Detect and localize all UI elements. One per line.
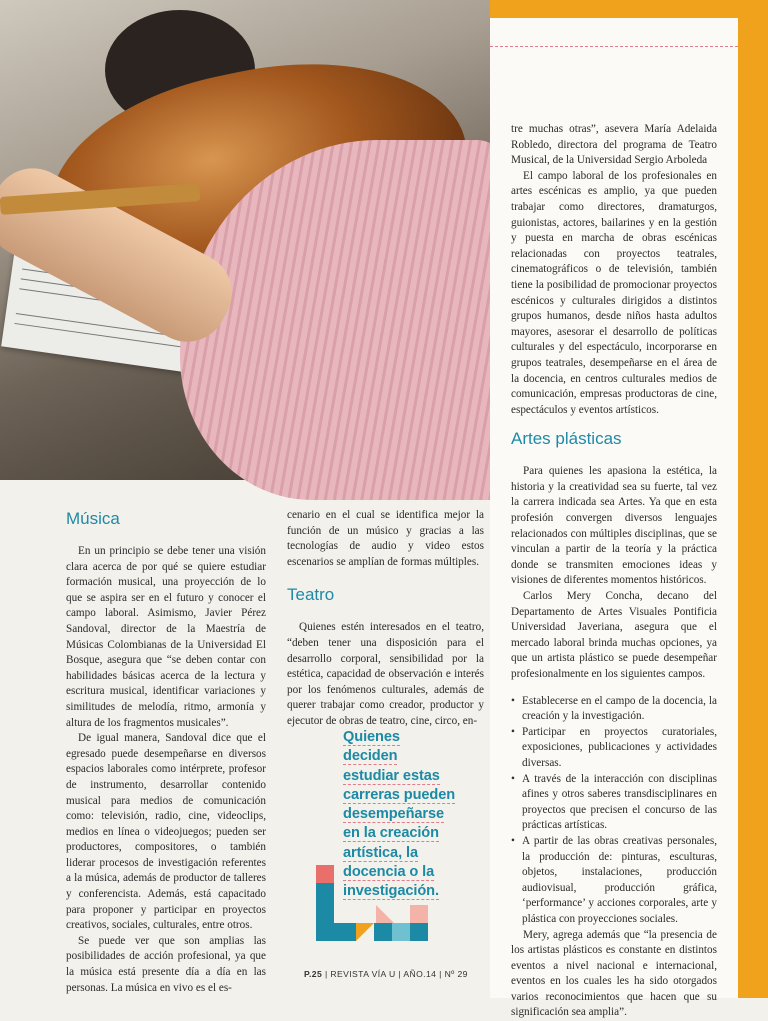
column-3 [511,122,717,1021]
section-heading-artes: Artes plásticas [511,428,717,450]
paragraph: Carlos Mery Concha, decano del Departamento de Artes Visuales Pontificia Universidad Javeriana, asegura que el mercado laboral brinda muchas opciones, ya que un artista plástico se puede desempeñar profesionalmente en los siguientes campos. [511,589,717,683]
paragraph: Quienes estén interesados en el teatro, “deben tener una disposición para el desarrollo corporal, sensibilidad por la estética, capacidad de observación e interés por los fenómenos culturales, además de querer trabajar como creador, productor y ejecutor de obras de teatro, cine, circo, en- [287,620,484,729]
list-item: • A partir de las obras creativas personales, la producción de: pinturas, esculturas, objetos, instalaciones, producción audiovisual, producción gráfica, ‘performance’ y acciones corporales, arte y plástica con proyecciones sociales. [511,834,717,928]
quote-line: desempeñarse [343,806,444,823]
bullet-list [511,694,717,928]
list-item: • A través de la interacción con disciplinas afines y otros saberes transdisciplinares en proyectos que precisen el concurso de las prácticas artísticas. [511,772,717,834]
page-footer: P.25 | REVISTA VÍA U | AÑO.14 | Nº 29 [304,969,468,979]
violin-rehearsal-photo [0,0,490,480]
paragraph: tre muchas otras”, asevera María Adelaida Robledo, directora del programa de Teatro Musical, de la Universidad Sergio Arboleda [511,122,717,169]
dotted-divider [490,46,738,47]
page-number: P.25 [304,969,322,979]
quote-line: estudiar estas [343,768,440,785]
paragraph: Para quienes les apasiona la estética, la historia y la creatividad sea su fuerte, tal vez la carrera indicada sea Artes. Ya que en esta profesión convergen diversos lenguajes relacionados con múltiples disciplinas, que se vinculan a partir de la teoría y la práctica donde se transmiten emociones ideas y visiones de diferentes momentos históricos. [511,464,717,589]
quote-line: Quienes [343,729,400,746]
geometric-deco-icon [316,865,428,941]
quote-line: docencia o la [343,864,434,881]
section-heading-musica: Música [66,508,266,530]
quote-line: carreras pueden [343,787,455,804]
orange-top-bar [490,0,768,18]
paragraph: De igual manera, Sandoval dice que el egresado puede desempeñarse en diversos espacios laborales como intérprete, profesor de instrumento, desarrollar contenido musical para medios de comunicación como: televisión, radio, cine, videoclips, medios en línea o videojuegos; pueden ser productores, compositores, o también liderar procesos de investigación referentes a la música, además de productor de talleres y conferencista. Además, está capacitado para proponer y participar en proyectos creativos, sociales, culturales, entre otros. [66,731,266,934]
paragraph: cenario en el cual se identifica mejor la función de un músico y gracias a las tecnologías de audio y video estos escenarios se amplían de formas múltiples. [287,508,484,570]
column-2 [287,508,484,730]
quote-line: investigación. [343,883,439,900]
paragraph: Mery, agrega además que “la presencia de los artistas plásticos es constante en distintos eventos a nivel nacional e internacional, eventos en los cuales les ha sido otorgados varios reconocimientos que hacen que su significación sea amplia”. [511,928,717,1021]
issue-number: Nº 29 [445,969,468,979]
paragraph: El campo laboral de los profesionales en artes escénicas es amplio, ya que pueden trabajar como directores, dramaturgos, guionistas, actores, bailarines y en la gestión y puesta en marcha de obras escénicas relacionadas con proyectos teatrales, cinematográficos o de televisión, también tiene la posibilidad de promocionar proyectos escénicos y culturales dirigidos a distintos grupos humanos, desde niños hasta adultos mayores, asesorar el desarrollo de políticas culturales y del espectáculo, incorporarse en grupos teatrales, desempeñarse en el área de la docencia, en centros culturales medios de comunicación, empresas productoras de cine, espectáculos y eventos artísticos. [511,169,717,419]
list-item: • Establecerse en el campo de la docencia, la creación y la investigación. [511,694,717,725]
column-1 [66,508,266,996]
magazine-name: REVISTA VÍA U [330,969,395,979]
quote-line: artística, la [343,845,418,862]
list-item: • Participar en proyectos curatoriales, exposiciones, publicaciones y actividades diversas. [511,725,717,772]
paragraph: Se puede ver que son amplias las posibilidades de acción profesional, ya que la música está presente día a día en las personas. La música en vivo es el es- [66,934,266,996]
quote-line: en la creación [343,825,439,842]
issue-year: AÑO.14 [403,969,436,979]
paragraph: En un principio se debe tener una visión clara acerca de por qué se quiere estudiar formación musical, una proyección de lo que se aspira ser en el futuro y conocer el campo laboral. Asimismo, Javier Pérez Sandoval, director de la Maestría de Músicas Colombianas de la Universidad El Bosque, asegura que “se deben contar con habilidades básicas acerca de la lectura y escritura musical, identificar variaciones y similitudes de melodía, ritmo, armonía y altura de los fragmentos musicales”. [66,544,266,731]
orange-side-bar [738,0,768,998]
quote-line: deciden [343,748,397,765]
section-heading-teatro: Teatro [287,584,484,606]
